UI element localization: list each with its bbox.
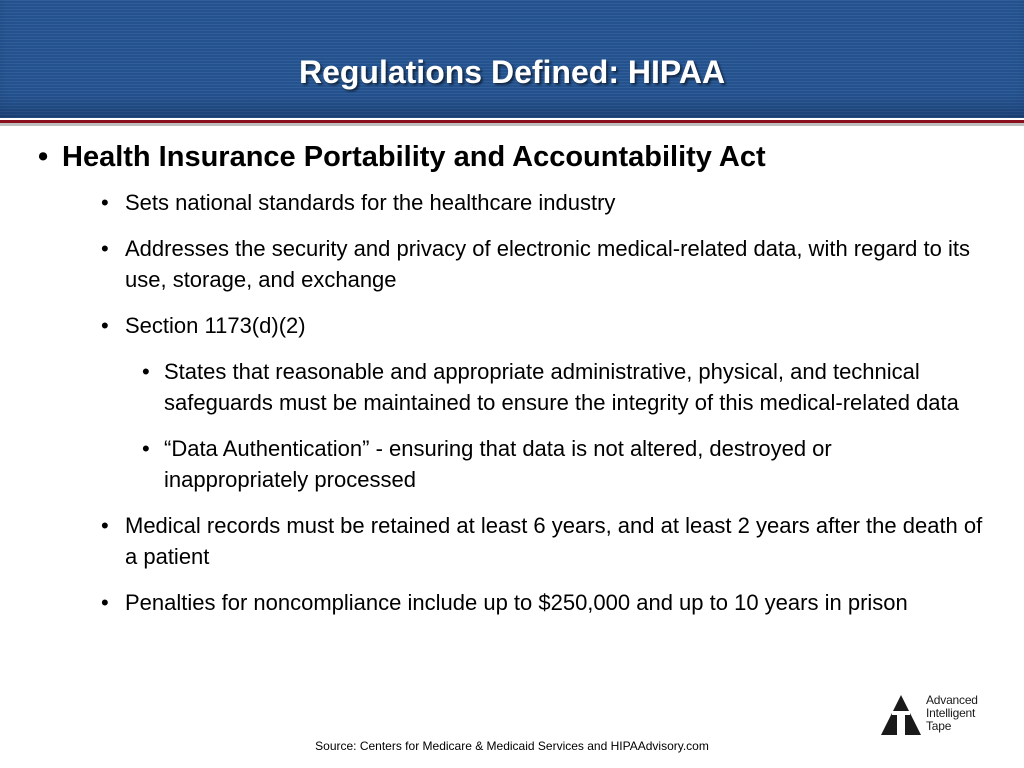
source-citation: Source: Centers for Medicare & Medicaid Services and HIPAAdvisory.com	[315, 739, 709, 753]
main-bullet-text: Health Insurance Portability and Accountability Act	[62, 141, 766, 173]
sub-bullet-text: Penalties for noncompliance include up to $250,000 and up to 10 years in prison	[125, 590, 908, 615]
sub-bullet-text: Addresses the security and privacy of electronic medical-related data, with regard to its use, storage, and exchange	[125, 236, 970, 292]
slide-title: Regulations Defined: HIPAA	[298, 54, 726, 90]
bullet-glyph: •	[101, 313, 109, 338]
bullet-glyph: •	[142, 436, 150, 461]
company-logo	[880, 692, 990, 738]
main-bullet	[38, 140, 994, 174]
sub-bullet-text: Section 1173(d)(2)	[125, 313, 306, 338]
sub-bullet	[101, 310, 986, 341]
section-sub-bullet-text: “Data Authentication” - ensuring that data is not altered, destroyed or inappropriately processed	[164, 436, 832, 492]
logo-text	[926, 694, 978, 733]
sub-bullet	[101, 187, 986, 218]
sub-bullet	[101, 587, 986, 618]
logo-line: Tape	[926, 719, 952, 733]
slide-content	[0, 140, 1024, 633]
section-sub-bullet	[142, 433, 974, 495]
sub-bullet	[101, 510, 986, 572]
bullet-glyph: •	[101, 513, 109, 538]
section-sub-bullet	[142, 356, 974, 418]
advanced-intelligent-tape-logo-icon	[880, 694, 922, 736]
bullet-glyph: •	[101, 590, 109, 615]
bullet-glyph: •	[101, 236, 109, 261]
logo-line: Advanced	[926, 693, 978, 707]
logo-line: Intelligent	[926, 706, 976, 720]
section-sub-bullet-text: States that reasonable and appropriate administrative, physical, and technical safeguards must be maintained to ensure the integrity of this medical-related data	[164, 359, 959, 415]
sub-bullet-text: Sets national standards for the healthcare industry	[125, 190, 616, 215]
bullet-glyph: •	[142, 359, 150, 384]
bullet-glyph: •	[38, 141, 49, 173]
sub-bullet	[101, 233, 986, 295]
bullet-glyph: •	[101, 190, 109, 215]
sub-bullet-text: Medical records must be retained at least 6 years, and at least 2 years after the death of a patient	[125, 513, 983, 569]
header-rule-gray	[0, 123, 1024, 126]
